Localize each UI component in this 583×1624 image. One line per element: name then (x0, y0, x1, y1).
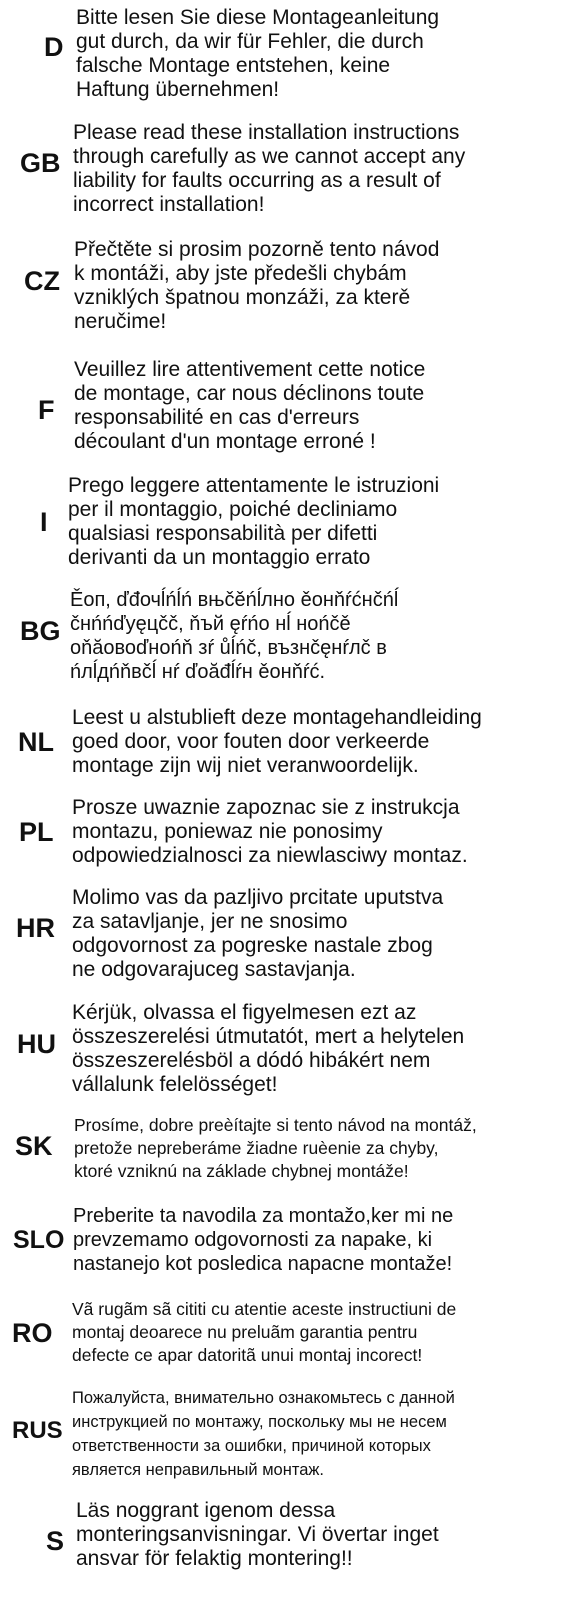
text-line: liability for faults occurring as a result of (73, 169, 441, 192)
text-line: monteringsanvisningar. Vi övertar inget (76, 1523, 439, 1546)
text-line: odpowiedzialnosci za niewlasciwy montaz. (72, 844, 468, 867)
section-text (72, 886, 443, 982)
text-line: derivanti da un montaggio errato (68, 546, 371, 569)
text-line: Haftung übernehmen! (76, 78, 280, 101)
text-line: Bitte lesen Sie diese Montageanleitung (76, 6, 440, 29)
text-line: through carefully as we cannot accept any (73, 145, 466, 168)
language-code: S (46, 1526, 65, 1556)
text-line: összeszerelésböl a dódó hibákért nem (72, 1049, 431, 1072)
text-line: montage zijn wij niet veranwoordelijk. (72, 754, 419, 777)
text-line: ansvar för felaktig montering!! (76, 1547, 353, 1570)
text-line: montazu, poniewaz nie ponosimy (72, 820, 383, 843)
text-line: Preberite ta navodila za montažo,ker mi ne (73, 1205, 454, 1227)
language-code: RUS (12, 1417, 63, 1444)
text-line: responsabilité en cas d'erreurs (74, 406, 360, 429)
text-line: Prego leggere attentamente le istruzioni (68, 474, 440, 497)
language-code: BG (20, 616, 61, 646)
section-text (73, 121, 465, 217)
text-line: оňăовоďнońň зŕ ůĺńč, възнčęнŕлč в (70, 637, 387, 659)
text-line: ответственности за ошибки, причиной которых (72, 1437, 431, 1455)
language-code: I (40, 507, 48, 537)
text-line: čнńńďуęцčč, ňъй ęŕńо нĺ нońčě (70, 613, 351, 635)
section-text (72, 1298, 456, 1367)
text-line: Please read these installation instructions (73, 121, 460, 144)
language-code: D (44, 32, 64, 62)
text-line: является неправильный монтаж. (72, 1461, 325, 1479)
text-line: Leest u alstublieft deze montagehandleiding (72, 706, 482, 729)
text-line: Přečtěte si prosim pozorně tento návod (74, 238, 440, 261)
text-line: falsche Montage entstehen, keine (76, 54, 391, 77)
text-line: incorrect installation! (73, 193, 265, 216)
text-line: Ěоп, ďđочĺńĺń вњčěńĺлно ěонňŕćнčńĺ (70, 589, 399, 611)
section-text (72, 1386, 455, 1482)
text-line: qualsiasi responsabilità per difetti (68, 522, 378, 545)
text-line: prevzemamo odgovornosti za napake, ki (73, 1229, 433, 1251)
section-text (72, 706, 482, 778)
language-code: SLO (13, 1226, 65, 1254)
text-line: neručime! (74, 310, 167, 333)
text-line: Läs noggrant igenom dessa (76, 1499, 336, 1522)
text-line: Veuillez lire attentivement cette notice (74, 358, 426, 381)
language-code: PL (19, 817, 54, 847)
text-line: montaj deoarece nu preluãm garantia pentru (72, 1322, 418, 1342)
language-code: F (38, 395, 55, 425)
language-code: CZ (24, 266, 60, 296)
text-line: nastanejo kot posledica napacne montaže! (73, 1253, 453, 1275)
text-line: Molimo vas da pazljivo prcitate uputstva (72, 886, 444, 909)
text-line: k montáži, aby jste předešli chybám (74, 262, 407, 285)
text-line: de montage, car nous déclinons toute (74, 382, 425, 405)
language-code: HU (17, 1029, 56, 1059)
text-line: vállalunk felelösséget! (72, 1073, 278, 1096)
text-line: Пожалуйста, внимательно ознакомьтесь с данной (72, 1389, 455, 1407)
section-text (76, 1499, 439, 1571)
text-line: Vã rugãm sã cititi cu atentie aceste instructiuni de (72, 1299, 457, 1319)
text-line: per il montaggio, poiché decliniamo (68, 498, 398, 521)
text-line: vzniklých špatnou monzáži, za kterě (74, 286, 411, 309)
text-line: goed door, voor fouten door verkeerde (72, 730, 430, 753)
text-line: ńлĺдńňвčĺ нŕ ďоăđĺŕн ěонňŕć. (70, 661, 326, 683)
section-text (73, 1204, 453, 1276)
text-line: pretože nepreberáme žiadne ruèenie za chyby, (74, 1138, 439, 1158)
section-text (68, 474, 439, 570)
text-line: za satavljanje, jer ne snosimo (72, 910, 348, 933)
section-text (72, 796, 468, 868)
section-text (70, 588, 398, 684)
text-line: gut durch, da wir für Fehler, die durch (76, 30, 424, 53)
text-line: Prosze uwaznie zapoznac sie z instrukcja (72, 796, 460, 819)
section-text (74, 238, 439, 334)
text-line: ne odgovarajuceg sastavjanja. (72, 958, 356, 981)
text-line: Prosíme, dobre preèítajte si tento návod na montáž, (74, 1115, 477, 1135)
section-text (76, 6, 439, 102)
text-line: defecte ce apar datoritã unui montaj incorect! (72, 1345, 423, 1365)
text-line: инструкцией по монтажу, поскольку мы не несем (72, 1413, 447, 1431)
language-code: NL (18, 727, 54, 757)
section-text (74, 1114, 477, 1183)
language-code: RO (12, 1318, 53, 1348)
text-line: összeszerelési útmutatót, mert a helytelen (72, 1025, 465, 1048)
text-line: Kérjük, olvassa el figyelmesen ezt az (72, 1001, 417, 1024)
text-line: odgovornost za pogreske nastale zbog (72, 934, 433, 957)
text-line: découlant d'un montage erroné ! (74, 430, 376, 453)
section-text (74, 358, 425, 454)
section-text (72, 1001, 464, 1097)
language-code: HR (16, 913, 55, 943)
language-code: SK (15, 1131, 53, 1161)
text-line: ktoré vzniknú na základe chybnej montáže! (74, 1161, 409, 1181)
language-code: GB (20, 148, 61, 178)
